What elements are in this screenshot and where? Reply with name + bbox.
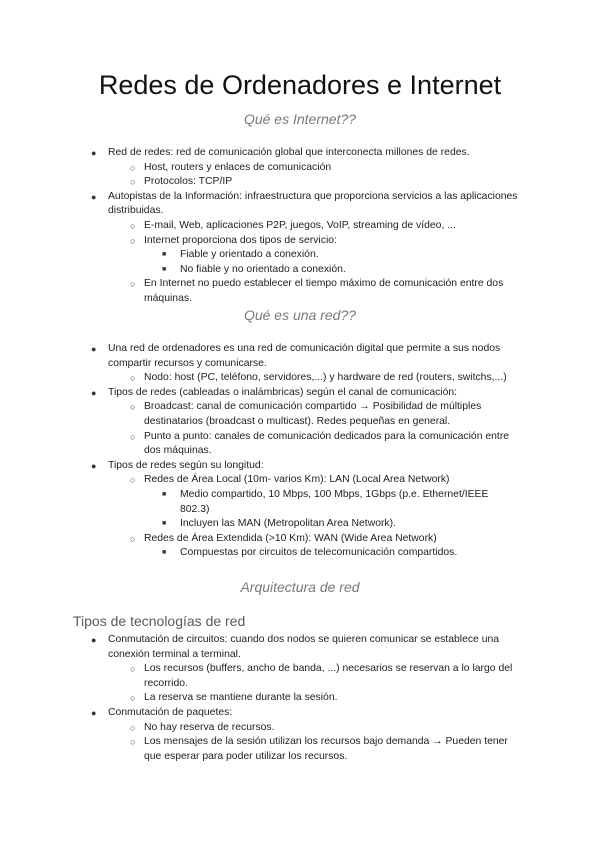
- list-red: [0, 342, 600, 561]
- list-tecnologias: [0, 633, 600, 764]
- list-item: ○ Redes de Área Extendida (>10 Km): WAN (Wide Area Network): [144, 532, 514, 547]
- bullet-icon: ○: [130, 220, 136, 231]
- bullet-icon: ○: [130, 279, 136, 290]
- bullet-icon: ●: [91, 344, 97, 354]
- bullet-icon: ■: [162, 251, 167, 259]
- list-item: ○ No hay reserva de recursos.: [144, 721, 514, 736]
- section-subtitle-internet: Qué es Internet??: [243, 111, 357, 127]
- bullet-icon: ○: [130, 722, 136, 733]
- bullet-icon: ■: [162, 520, 167, 528]
- bullet-icon: ●: [91, 707, 97, 718]
- list-item: ■ Incluyen las MAN (Metropolitan Area Network).: [180, 517, 500, 532]
- bullet-icon: ●: [91, 387, 97, 398]
- list-item: ■ No fiable y no orientado a conexión.: [180, 263, 500, 278]
- bullet-icon: ○: [130, 737, 136, 748]
- list-item: ● Una red de ordenadores es una red de comunicación digital que permite a sus nodos compartir recursos y comunicarse.: [91, 343, 501, 369]
- bullet-icon: ○: [130, 664, 136, 675]
- list-item: ○ E-mail, Web, aplicaciones P2P, juegos, VoIP, streaming de vídeo, ...: [144, 219, 514, 234]
- section-subtitle-arquitectura: Arquitectura de red: [240, 579, 360, 595]
- list-item: ○ Punto a punto: canales de comunicación dedicados para la comunicación entre dos máquinas.: [130, 430, 510, 457]
- list-item: ● Conmutación de paquetes:: [108, 706, 528, 721]
- bullet-icon: ○: [130, 693, 136, 704]
- list-item: ● Tipos de redes según su longitud:: [108, 459, 528, 474]
- list-item: ○ Protocolos: TCP/IP: [144, 175, 514, 190]
- list-item: ○ Broadcast: canal de comunicación compartido → Posibilidad de múltiples destinatarios (broadcast o multicast). Redes pequeñas en general.: [130, 401, 482, 427]
- bullet-icon: ○: [130, 177, 136, 188]
- section-heading: Tipos de tecnologías de red: [73, 613, 246, 629]
- bullet-icon: ■: [162, 265, 167, 273]
- bullet-icon: ○: [130, 162, 136, 173]
- bullet-icon: ■: [162, 490, 167, 498]
- bullet-icon: ○: [130, 533, 136, 544]
- list-item: ○ La reserva se mantiene durante la sesión.: [144, 691, 514, 706]
- bullet-icon: ●: [91, 635, 97, 645]
- list-item: ○ Internet proporciona dos tipos de servicio:: [144, 234, 514, 249]
- page-title: Redes de Ordenadores e Internet: [98, 70, 502, 100]
- bullet-icon: ○: [130, 235, 136, 246]
- list-item: ■ Fiable y orientado a conexión.: [180, 248, 500, 263]
- section-subtitle-red: Qué es una red??: [243, 307, 357, 323]
- list-item: ● Autopistas de la Información: infraestructura que proporciona servicios a las aplicaciones distribuidas.: [91, 190, 518, 217]
- list-item: ○ Host, routers y enlaces de comunicación: [144, 161, 514, 176]
- list-item: ○ Los recursos (buffers, ancho de banda, ...) necesarios se reservan a lo largo del recorrido.: [130, 663, 513, 689]
- list-item: ● Red de redes: red de comunicación global que interconecta millones de redes.: [108, 146, 528, 161]
- list-item: ■ Medio compartido, 10 Mbps, 100 Mbps, 1Gbps (p.e. Ethernet/IEEE 802.3): [162, 488, 489, 515]
- bullet-icon: ●: [91, 191, 97, 202]
- list-internet: [0, 146, 600, 307]
- list-item: ○ Redes de Área Local (10m- varios Km): LAN (Local Area Network): [144, 473, 514, 488]
- list-item: ● Tipos de redes (cableadas o inalámbricas) según el canal de comunicación:: [108, 386, 528, 401]
- list-item: ○ Nodo: host (PC, teléfono, servidores,...) y hardware de red (routers, switchs,...): [144, 371, 514, 386]
- bullet-icon: ●: [91, 460, 97, 471]
- bullet-icon: ○: [130, 431, 136, 442]
- bullet-icon: ●: [91, 148, 97, 158]
- list-item: ■ Compuestas por circuitos de telecomunicación compartidos.: [180, 546, 500, 561]
- list-item: ○ En Internet no puedo establecer el tiempo máximo de comunicación entre dos máquinas.: [130, 278, 504, 304]
- list-item: ○ Los mensajes de la sesión utilizan los recursos bajo demanda → Pueden tener que esperar para poder utilizar los recursos.: [130, 736, 508, 762]
- bullet-icon: ○: [130, 373, 136, 384]
- bullet-icon: ○: [130, 402, 136, 413]
- bullet-icon: ■: [162, 549, 167, 557]
- list-item: ● Conmutación de circuitos: cuando dos nodos se quieren comunicar se establece una conexión terminal a terminal.: [91, 634, 500, 660]
- bullet-icon: ○: [130, 475, 136, 486]
